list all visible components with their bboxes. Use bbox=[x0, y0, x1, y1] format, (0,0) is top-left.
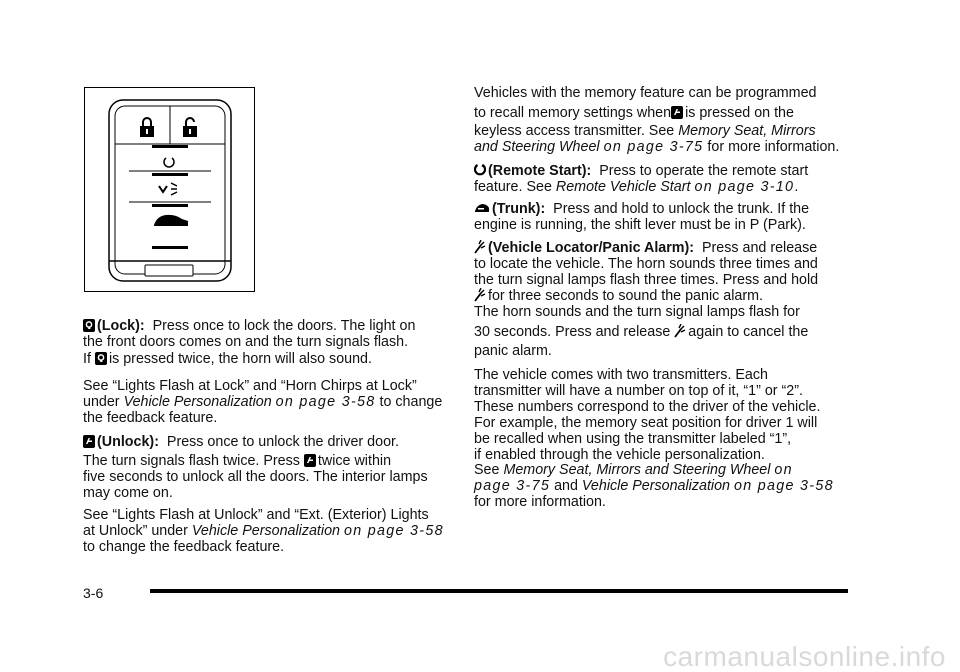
see-unlock-text-2a: at Unlock” under bbox=[83, 523, 188, 539]
remote-text-1: Press to operate the remote start bbox=[599, 163, 809, 179]
see-unlock-line-1: See “Lights Flash at Unlock” and “Ext. (Exterior) Lights bbox=[83, 507, 429, 523]
unlock-text-3: five seconds to unlock all the doors. The interior lamps bbox=[83, 469, 428, 485]
memory-text-2b: is pressed on the bbox=[685, 105, 794, 121]
lock-line-3 bbox=[83, 350, 372, 368]
panic-alarm-icon bbox=[474, 288, 486, 302]
lock-icon bbox=[83, 318, 95, 332]
locator-text-4: for three seconds to sound the panic alarm. bbox=[488, 288, 763, 304]
page-ref[interactable]: on page 3-58 bbox=[343, 523, 444, 539]
unlock-text-2b: twice within bbox=[317, 453, 392, 469]
transmitters-text-6: if enabled through the vehicle personalization. bbox=[474, 447, 765, 463]
memory-line-1: Vehicles with the memory feature can be programmed bbox=[474, 85, 817, 101]
key-fob-illustration bbox=[84, 87, 255, 292]
page-ref[interactable]: on bbox=[774, 462, 793, 478]
lock-label: (Lock): bbox=[97, 318, 145, 334]
unlock-text-2a: The turn signals flash twice. Press bbox=[83, 453, 300, 469]
lock-icon bbox=[95, 351, 107, 365]
transmitters-text-1: The vehicle comes with two transmitters. Each bbox=[474, 367, 768, 383]
unlock-icon bbox=[304, 453, 316, 467]
watermark-text: carmanualsonline.info bbox=[663, 641, 946, 672]
see-unlock-line-3: to change the feedback feature. bbox=[83, 539, 285, 555]
trunk-text-2: engine is running, the shift lever must be in P (Park). bbox=[474, 217, 806, 233]
transmitters-text-4: For example, the memory seat position for driver 1 will bbox=[474, 415, 818, 431]
memory-text-after: for more information. bbox=[707, 139, 840, 155]
locator-text-6b: again to cancel the bbox=[688, 324, 809, 340]
page-number: 3-6 bbox=[83, 585, 104, 601]
memory-seat-link[interactable]: and Steering Wheel bbox=[474, 139, 600, 155]
vehicle-personalization-link[interactable]: Vehicle Personalization bbox=[191, 523, 340, 539]
memory-text-2a: to recall memory settings when bbox=[474, 105, 672, 121]
remote-start-button-icon bbox=[164, 158, 174, 167]
transmitters-and: and bbox=[554, 478, 578, 494]
panic-alarm-icon bbox=[674, 324, 686, 338]
memory-seat-link[interactable]: Memory Seat, Mirrors and Steering Wheel bbox=[503, 462, 771, 478]
transmitters-text-2: transmitter will have a number on top of it, “1” or “2”. bbox=[474, 383, 803, 399]
lock-text-1: Press once to lock the doors. The light on bbox=[152, 318, 416, 334]
period: . bbox=[794, 179, 799, 195]
remote-start-label: (Remote Start): bbox=[488, 163, 592, 179]
locator-text-3: the turn signal lamps flash three times. Press and hold bbox=[474, 272, 819, 288]
unlock-text-1: Press once to unlock the driver door. bbox=[166, 434, 399, 450]
locator-text-2: to locate the vehicle. The horn sounds three times and bbox=[474, 256, 818, 272]
trunk-button-icon bbox=[154, 215, 188, 226]
trunk-label: (Trunk): bbox=[492, 201, 546, 217]
key-fob-drawing bbox=[85, 88, 256, 293]
panic-alarm-icon bbox=[474, 240, 486, 254]
page-ref[interactable]: on page 3-58 bbox=[275, 394, 376, 410]
see-lights-under: under bbox=[83, 394, 120, 410]
remote-start-icon bbox=[474, 163, 486, 177]
remote-text-2a: feature. See bbox=[474, 179, 552, 195]
transmitters-text-9: for more information. bbox=[474, 494, 606, 510]
vehicle-personalization-link[interactable]: Vehicle Personalization bbox=[581, 478, 731, 494]
page-ref[interactable]: on page 3-10 bbox=[694, 179, 795, 195]
vehicle-personalization-link[interactable]: Vehicle Personalization bbox=[123, 394, 272, 410]
see-lights-line-1: See “Lights Flash at Lock” and “Horn Chirps at Lock” bbox=[83, 378, 417, 394]
trunk-icon bbox=[474, 201, 490, 215]
remote-vehicle-start-link[interactable]: Remote Vehicle Start bbox=[555, 179, 691, 195]
page-ref[interactable]: page 3-75 bbox=[474, 478, 551, 494]
page-ref[interactable]: on page 3-58 bbox=[734, 478, 834, 494]
memory-text-3a: keyless access transmitter. See bbox=[474, 123, 675, 139]
transmitters-text-7a: See bbox=[474, 462, 500, 478]
lock-if-pre: If bbox=[83, 351, 91, 367]
locator-text-5: The horn sounds and the turn signal lamps flash for bbox=[474, 304, 800, 320]
unlock-icon bbox=[83, 434, 95, 448]
see-lights-after: to change bbox=[379, 394, 443, 410]
locator-text-6a: 30 seconds. Press and release bbox=[474, 324, 671, 340]
unlock-line-1 bbox=[83, 433, 399, 451]
locator-text-1: Press and release bbox=[702, 240, 818, 256]
unlock-text-4: may come on. bbox=[83, 485, 173, 501]
unlock-button-icon bbox=[183, 118, 197, 137]
remote-line-2 bbox=[474, 178, 798, 196]
transmitters-text-5: be recalled when using the transmitter labeled “1”, bbox=[474, 431, 792, 447]
locator-text-7: panic alarm. bbox=[474, 343, 552, 359]
locator-label: (Vehicle Locator/Panic Alarm): bbox=[488, 240, 695, 256]
unlock-icon bbox=[671, 105, 683, 119]
locator-line-6 bbox=[474, 323, 808, 341]
lock-button-icon bbox=[140, 118, 154, 137]
page-ref[interactable]: on page 3-75 bbox=[603, 139, 704, 155]
footer-rule bbox=[150, 589, 848, 593]
lock-text-2: the front doors comes on and the turn signals flash. bbox=[83, 334, 409, 350]
memory-line-2 bbox=[474, 104, 794, 122]
memory-line-4 bbox=[474, 138, 839, 156]
memory-seat-link[interactable]: Memory Seat, Mirrors bbox=[678, 123, 816, 139]
panic-button-icon bbox=[159, 183, 177, 195]
transmitters-text-3: These numbers correspond to the driver of the vehicle. bbox=[474, 399, 821, 415]
trunk-text-1: Press and hold to unlock the trunk. If the bbox=[553, 201, 810, 217]
lock-if-post: is pressed twice, the horn will also sound. bbox=[108, 351, 372, 367]
see-lights-line-3: the feedback feature. bbox=[83, 410, 218, 426]
unlock-label: (Unlock): bbox=[97, 434, 159, 450]
